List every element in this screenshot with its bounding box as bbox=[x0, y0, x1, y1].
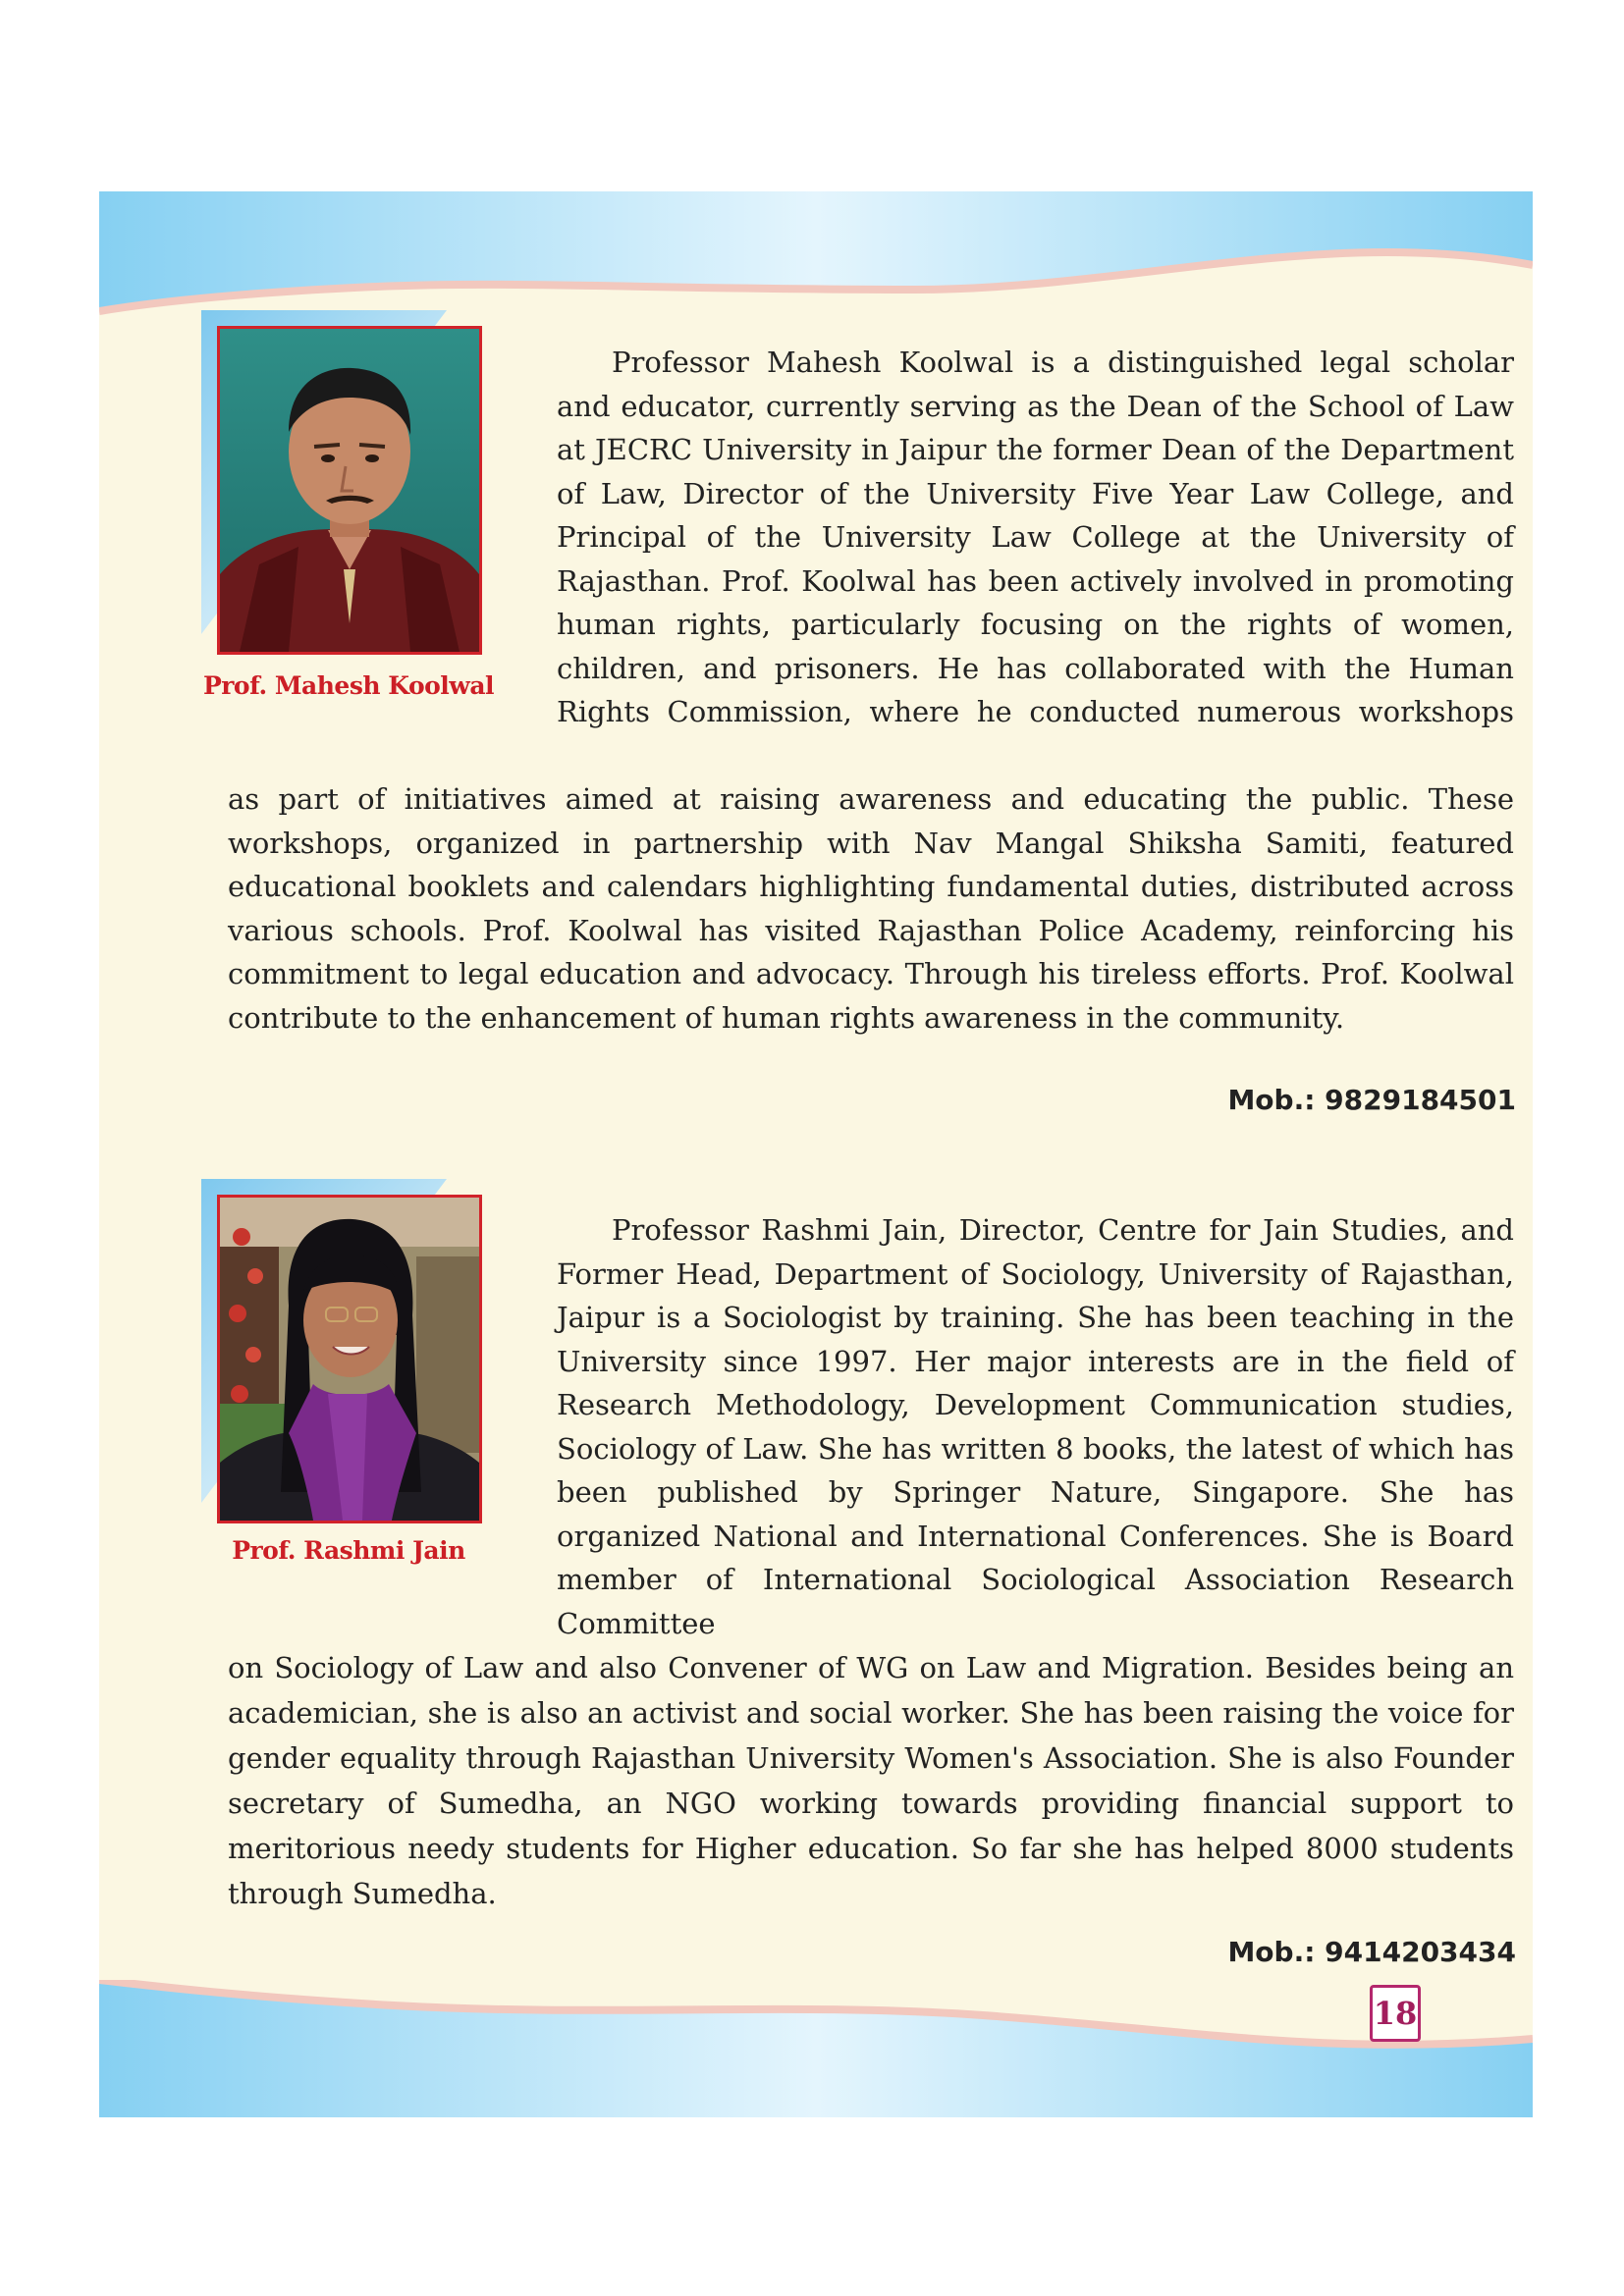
page-frame bbox=[99, 191, 1533, 2117]
mobile-koolwal: Mob.: 9829184501 bbox=[1227, 1084, 1516, 1116]
profile-photo-koolwal bbox=[217, 326, 482, 655]
bio-jain-full-width: on Sociology of Law and also Convener of WG on Law and Migration. Besides being an academician, she is also an activist and social worker. She has been raising the voice for gender equality through Rajasthan University Women's Association. She is also Founder secretary of Sumedha, an NGO working towards providing financial support to meritorious needy students for Higher education. So far she has helped 8000 students through Sumedha. bbox=[228, 1651, 1514, 1910]
mobile-jain: Mob.: 9414203434 bbox=[1227, 1936, 1516, 1968]
top-wave-band bbox=[99, 191, 1533, 329]
caption-jain: Prof. Rashmi Jain bbox=[232, 1536, 465, 1565]
portrait-man-illustration bbox=[220, 329, 479, 652]
profile-photo-jain bbox=[217, 1195, 482, 1523]
bottom-wave-band bbox=[99, 1980, 1533, 2117]
page-number: 18 bbox=[1370, 1985, 1421, 2042]
portrait-photo bbox=[217, 1195, 482, 1523]
caption-koolwal: Prof. Mahesh Koolwal bbox=[202, 671, 495, 700]
bio-jain-beside-photo: Professor Rashmi Jain, Director, Centre for Jain Studies, and Former Head, Department of Sociology, University of Rajasthan, Jaipur is a Sociologist by training. She has been teaching in the University since 1997. Her major interests are in the field of Research Methodology, Development Communication studies, Sociology of Law. She has written 8 books, the latest of which has been published by Springer Nature, Singapore. She has organized National and International Conferences. She is Board member of International Sociological Association Research Committee bbox=[557, 1213, 1514, 1640]
portrait-woman-illustration bbox=[220, 1198, 479, 1521]
portrait-photo bbox=[217, 326, 482, 655]
bio-koolwal-full-width: as part of initiatives aimed at raising awareness and educating the public. These workshops, organized in partnership with Nav Mangal Shiksha Samiti, featured educational booklets and calendars highlighting fundamental duties, distributed across various schools. Prof. Koolwal has visited Rajasthan Police Academy, reinforcing his commitment to legal education and advocacy. Through his tireless efforts. Prof. Koolwal contribute to the enhancement of human rights awareness in the community. bbox=[228, 782, 1514, 1035]
bio-koolwal-beside-photo: Professor Mahesh Koolwal is a distinguished legal scholar and educator, currently serving as the Dean of the School of Law at JECRC University in Jaipur the former Dean of the Department of Law, Director of the University Five Year Law College, and Principal of the University Law College at the University of Rajasthan. Prof. Koolwal has been actively involved in promoting human rights, particularly focusing on the rights of women, children, and prisoners. He has collaborated with the Human Rights Commission, where he conducted numerous workshops bbox=[557, 346, 1514, 728]
